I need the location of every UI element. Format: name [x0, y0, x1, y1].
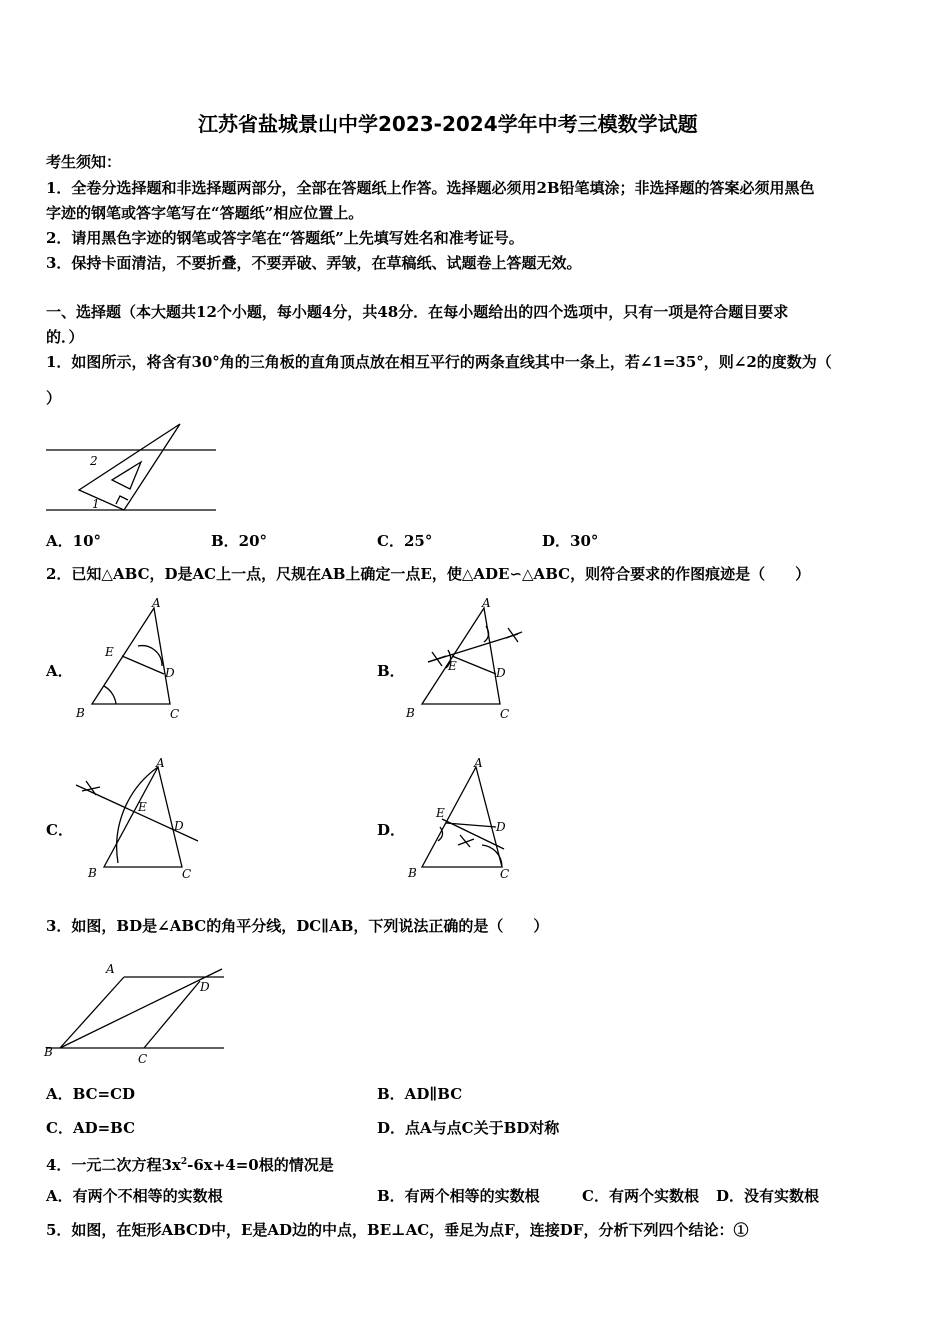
svg-text:D: D [496, 666, 506, 680]
page-title: 江苏省盐城景山中学2023-2024学年中考三模数学试题 [198, 112, 698, 136]
svg-text:C: C [170, 707, 180, 721]
svg-text:A: A [474, 756, 483, 770]
q2-option-b[interactable]: B． [377, 662, 405, 680]
question-2-text: 2．已知△ABC，D是AC上一点，尺规在AB上确定一点E，使△ADE∽△ABC，则符合要求的作图痕迹是（ ） [46, 565, 811, 583]
q4-option-d[interactable]: D．没有实数根 [716, 1187, 820, 1205]
q2-figure-d [402, 755, 527, 885]
svg-text:A: A [106, 962, 115, 976]
angle-label-2: 2 [90, 454, 98, 468]
q2-figure-b [402, 596, 527, 721]
q1-option-a[interactable]: A．10° [46, 532, 102, 550]
svg-text:E: E [436, 806, 445, 820]
q2-option-c[interactable]: C． [46, 821, 73, 839]
svg-text:E: E [105, 645, 114, 659]
question-3-figure [44, 955, 229, 1070]
svg-text:E: E [448, 659, 457, 673]
svg-text:C: C [182, 867, 192, 881]
svg-text:B: B [44, 1045, 53, 1059]
question-5-text: 5．如图，在矩形ABCD中，E是AD边的中点，BE⊥AC，垂足为点F，连接DF，分析下列四个结论：① [46, 1221, 749, 1239]
notice-heading: 考生须知： [46, 153, 122, 171]
question-4-text: 4．一元二次方程$3x^2-6x+4=0$根的情况是 [46, 1156, 334, 1174]
angle-label-1: 1 [92, 497, 100, 511]
question-1-close: ） [46, 389, 62, 407]
q3-option-c[interactable]: C．AD=BC [46, 1119, 136, 1137]
notice-line: 3．保持卡面清洁，不要折叠，不要弄破、弄皱，在草稿纸、试题卷上答题无效。 [46, 254, 582, 272]
svg-text:B: B [406, 706, 415, 720]
q1-option-c[interactable]: C．25° [377, 532, 433, 550]
segment-bd [60, 969, 222, 1048]
svg-text:C: C [500, 867, 510, 881]
notice-line: 2．请用黑色字迹的钢笔或答字笔在“答题纸”上先填写姓名和准考证号。 [46, 229, 524, 247]
svg-text:B: B [88, 866, 97, 880]
section-heading: 一、选择题（本大题共12个小题，每小题4分，共48分．在每小题给出的四个选项中，只有一项是符合题目要求 [46, 303, 789, 321]
q3-option-d[interactable]: D．点A与点C关于BD对称 [377, 1119, 560, 1137]
q2-figure-c [72, 755, 202, 885]
svg-text:D: D [174, 819, 184, 833]
right-angle-mark [116, 496, 128, 504]
q4-option-c[interactable]: C．有两个实数根 [582, 1187, 699, 1205]
svg-text:C: C [500, 707, 510, 721]
svg-text:E: E [138, 800, 147, 814]
q4-option-a[interactable]: A．有两个不相等的实数根 [46, 1187, 223, 1205]
svg-text:D: D [496, 820, 506, 834]
notice-line: 1．全卷分选择题和非选择题两部分，全部在答题纸上作答。选择题必须用2B铅笔填涂；非选择题的答案必须用黑色 [46, 179, 815, 197]
q1-option-d[interactable]: D．30° [542, 532, 599, 550]
question-1-figure [44, 420, 219, 520]
svg-text:B: B [408, 866, 417, 880]
q2-figure-a [72, 596, 192, 721]
svg-text:D: D [165, 666, 175, 680]
q3-option-b[interactable]: B．AD∥BC [377, 1085, 463, 1103]
svg-text:A: A [156, 756, 165, 770]
q2-option-d[interactable]: D． [377, 821, 406, 839]
q1-option-b[interactable]: B．20° [211, 532, 268, 550]
notice-line: 字迹的钢笔或答字笔写在“答题纸”相应位置上。 [46, 204, 364, 222]
q3-option-a[interactable]: A．BC=CD [46, 1085, 136, 1103]
svg-text:C: C [138, 1052, 148, 1066]
section-heading-cont: 的．） [46, 328, 84, 346]
question-3-text: 3．如图，BD是∠ABC的角平分线，DC∥AB，下列说法正确的是（ ） [46, 917, 549, 935]
question-1-text: 1．如图所示，将含有30°角的三角板的直角顶点放在相互平行的两条直线其中一条上，若∠1=35°，则∠2的度数为（ [46, 353, 832, 371]
svg-text:D: D [200, 980, 210, 994]
svg-text:A: A [152, 596, 161, 610]
q4-option-b[interactable]: B．有两个相等的实数根 [377, 1187, 540, 1205]
svg-text:B: B [76, 706, 85, 720]
segment-dc [144, 981, 200, 1048]
segment-ab [60, 977, 124, 1048]
q2-option-a[interactable]: A． [46, 662, 73, 680]
svg-text:A: A [482, 596, 491, 610]
